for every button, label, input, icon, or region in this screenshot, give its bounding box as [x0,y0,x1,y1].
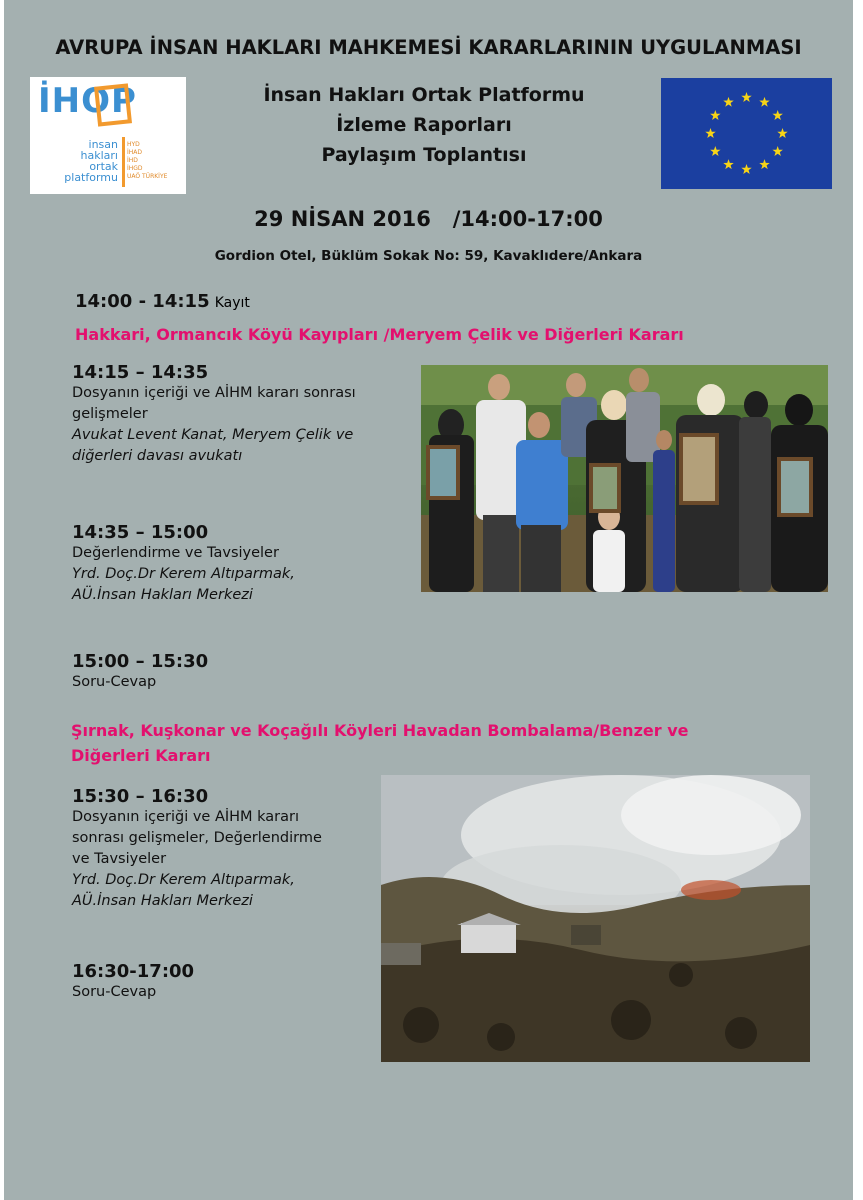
session [72,961,377,1003]
ihop-logo [30,77,186,194]
eu-star-icon [710,110,720,120]
platform-line: İzleme Raporları [336,114,512,136]
logo-orgs: HYD İHAD İHD İHGD UAÖ TÜRKİYE [127,141,168,180]
platform-line: İnsan Hakları Ortak Platformu [263,84,585,106]
session-time: 15:00 – 15:30 [72,651,209,672]
session-desc: Değerlendirme ve Tavsiyeler Yrd. Doç.Dr Kerem Altıparmak, AÜ.İnsan Hakları Merkezi [72,545,295,603]
eu-star-icon [772,146,782,156]
event-date: 29 NİSAN 2016 /14:00-17:00 [254,207,603,231]
eu-star-icon [772,110,782,120]
eu-star-icon [705,128,715,138]
session [72,362,417,467]
session-desc: Dosyanın içeriği ve AİHM kararı sonrası gelişmeler, Değerlendirme ve Tavsiyeler Yrd. Doç.Dr Kerem Altıparmak, AÜ.İnsan Hakları Merkezi [72,809,322,909]
eu-star-icon [741,92,751,102]
registration-time: 14:00 - 14:15 [75,291,210,312]
logo-frame-shape [94,83,132,126]
event-venue: Gordion Otel, Büklüm Sokak No: 59, Kavaklıdere/Ankara [214,248,643,264]
session-time: 16:30-17:00 [72,961,195,982]
eu-star-icon [759,97,769,107]
registration-row [75,291,250,312]
eu-flag [661,78,832,189]
burning-village-illustration [381,775,810,1062]
eu-star-icon [741,164,751,174]
session-time: 14:15 – 14:35 [72,362,209,383]
families-photo [421,365,828,592]
session [72,522,417,606]
section-title: Şırnak, Kuşkonar ve Koçağılı Köyleri Havadan Bombalama/Benzer ve Diğerleri Kararı [71,721,689,765]
logo-words: insan hakları ortak platformu [64,138,118,184]
registration-label: Kayıt [214,295,250,311]
poster [4,0,853,1200]
eu-star-icon [723,97,733,107]
eu-star-icon [723,159,733,169]
main-title: AVRUPA İNSAN HAKLARI MAHKEMESİ KARARLARININ UYGULANMASI [55,36,802,59]
eu-star-icon [710,146,720,156]
logo-divider [122,137,125,187]
session-time: 14:35 – 15:00 [72,522,209,543]
platform-line: Paylaşım Toplantısı [321,144,527,166]
eu-stars-icon [661,78,832,189]
session-time: 15:30 – 16:30 [72,786,209,807]
eu-star-icon [759,159,769,169]
logo-brand: İHOP [38,81,137,121]
families-photo-illustration [421,365,828,592]
session-desc: Soru-Cevap [72,984,157,1000]
section-title: Hakkari, Ormancık Köyü Kayıpları /Meryem Çelik ve Diğerleri Kararı [75,325,684,344]
platform-title [204,80,644,170]
session-desc: Soru-Cevap [72,674,157,690]
burning-village-photo [381,775,810,1062]
session [72,651,417,693]
eu-star-icon [777,128,787,138]
session-desc: Dosyanın içeriği ve AİHM kararı sonrası gelişmeler Avukat Levent Kanat, Meryem Çelik ve diğerleri davası avukatı [72,385,356,464]
session [72,786,377,912]
